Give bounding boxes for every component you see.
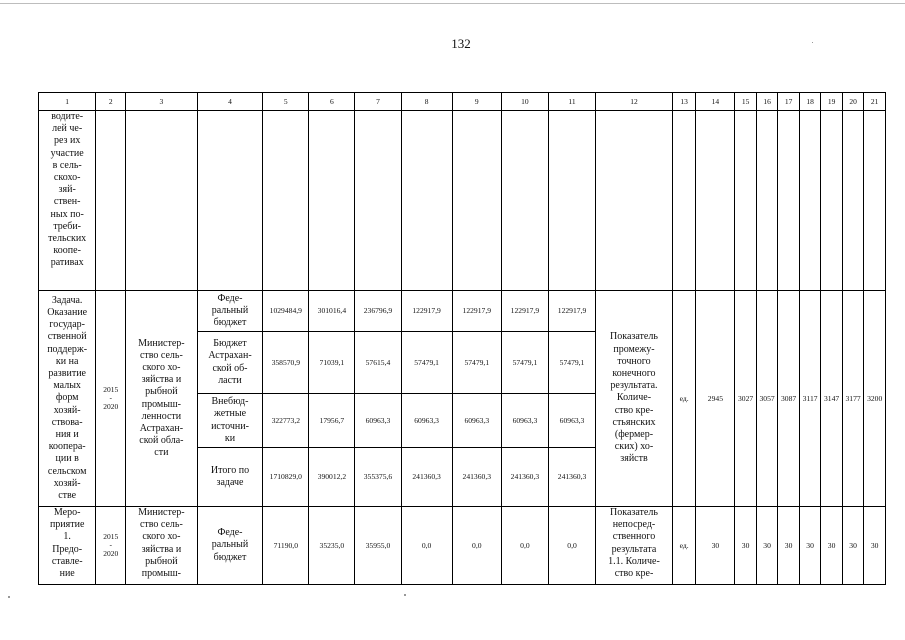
amount-cell: 1029484,9	[263, 291, 309, 332]
amount-cell: 60963,3	[501, 394, 548, 448]
amount-cell: 57479,1	[501, 332, 548, 394]
amount-cell: 122917,9	[548, 291, 595, 332]
amount-cell: 390012,2	[309, 448, 355, 507]
amount-cell: 60963,3	[401, 394, 452, 448]
continuation-row	[39, 111, 886, 291]
funding-source: Итого по задаче	[197, 448, 263, 507]
column-header: 8	[401, 93, 452, 111]
amount-cell: 60963,3	[452, 394, 501, 448]
indicator-value: 30	[696, 507, 735, 585]
column-header: 5	[263, 93, 309, 111]
task-executor: Министер- ство сель- ского хо- зяйства и рыбной промыш- ленности Астрахан- ской обла- сти	[126, 291, 198, 507]
column-header: 14	[696, 93, 735, 111]
scan-speck	[8, 596, 10, 598]
column-header: 16	[756, 93, 778, 111]
measure-executor: Министер- ство сель- ского хо- зяйства и рыбной промыш-	[126, 507, 198, 585]
amount-cell: 57479,1	[548, 332, 595, 394]
column-header: 10	[501, 93, 548, 111]
amount-cell: 358570,9	[263, 332, 309, 394]
funding-source: Феде- ральный бюджет	[197, 507, 263, 585]
continuation-description: водите- лей че- рез их участие в сель- скохо- зяй- ствен- ных по- треби- тельских коопе- ративах	[39, 111, 96, 291]
task-row-federal	[39, 291, 886, 332]
amount-cell: 0,0	[452, 507, 501, 585]
indicator-value: 30	[799, 507, 821, 585]
amount-cell: 17956,7	[309, 394, 355, 448]
scan-top-edge	[0, 3, 905, 4]
amount-cell: 60963,3	[548, 394, 595, 448]
column-header: 1	[39, 93, 96, 111]
column-header: 2	[96, 93, 126, 111]
scan-speck	[812, 42, 813, 43]
amount-cell: 241360,3	[548, 448, 595, 507]
column-header: 21	[864, 93, 886, 111]
indicator-value: 3147	[821, 291, 843, 507]
amount-cell: 301016,4	[309, 291, 355, 332]
column-header: 12	[596, 93, 673, 111]
column-header: 13	[672, 93, 696, 111]
indicator-value: 2945	[696, 291, 735, 507]
indicator-value: 3087	[778, 291, 800, 507]
task-description: Задача. Оказание государ- ственной поддерж- ки на развитие малых форм хозяй- ствова- ния и коопера- ции в сельском хозяй- стве	[39, 291, 96, 507]
scan-speck	[404, 594, 406, 596]
amount-cell: 236796,9	[355, 291, 401, 332]
amount-cell: 57615,4	[355, 332, 401, 394]
amount-cell: 71190,0	[263, 507, 309, 585]
measure-row	[39, 507, 886, 585]
amount-cell: 122917,9	[401, 291, 452, 332]
column-header: 3	[126, 93, 198, 111]
amount-cell: 241360,3	[452, 448, 501, 507]
amount-cell: 71039,1	[309, 332, 355, 394]
indicator-value: 30	[821, 507, 843, 585]
indicator-value: 3177	[842, 291, 864, 507]
column-header: 18	[799, 93, 821, 111]
amount-cell: 57479,1	[452, 332, 501, 394]
task-indicator: Показатель промежу- точного конечного результата. Количе- ство кре- стьянских (фермер- ских) хо- зяйств	[596, 291, 673, 507]
page-number: 132	[451, 36, 471, 51]
column-header: 20	[842, 93, 864, 111]
amount-cell: 322773,2	[263, 394, 309, 448]
amount-cell: 0,0	[501, 507, 548, 585]
task-years: 2015 - 2020	[96, 291, 126, 507]
amount-cell: 122917,9	[501, 291, 548, 332]
column-header: 15	[735, 93, 757, 111]
header-row	[39, 93, 886, 111]
amount-cell: 0,0	[401, 507, 452, 585]
program-table	[38, 92, 886, 585]
amount-cell: 60963,3	[355, 394, 401, 448]
amount-cell: 57479,1	[401, 332, 452, 394]
indicator-value: 3200	[864, 291, 886, 507]
column-header: 11	[548, 93, 595, 111]
column-header: 17	[778, 93, 800, 111]
amount-cell: 1710829,0	[263, 448, 309, 507]
task-unit: ед.	[672, 291, 696, 507]
amount-cell: 241360,3	[501, 448, 548, 507]
funding-source: Бюджет Астрахан- ской об- ласти	[197, 332, 263, 394]
funding-source: Внебюд- жетные источни- ки	[197, 394, 263, 448]
indicator-value: 3027	[735, 291, 757, 507]
indicator-value: 30	[756, 507, 778, 585]
indicator-value: 3117	[799, 291, 821, 507]
measure-years: 2015 - 2020	[96, 507, 126, 585]
amount-cell: 35235,0	[309, 507, 355, 585]
column-header: 19	[821, 93, 843, 111]
column-header: 7	[355, 93, 401, 111]
indicator-value: 30	[842, 507, 864, 585]
indicator-value: 30	[778, 507, 800, 585]
measure-indicator: Показатель непосред- ственного результата 1.1. Количе- ство кре-	[596, 507, 673, 585]
column-header: 4	[197, 93, 263, 111]
measure-unit: ед.	[672, 507, 696, 585]
column-header: 6	[309, 93, 355, 111]
indicator-value: 30	[735, 507, 757, 585]
amount-cell: 355375,6	[355, 448, 401, 507]
funding-source: Феде- ральный бюджет	[197, 291, 263, 332]
column-header: 9	[452, 93, 501, 111]
indicator-value: 30	[864, 507, 886, 585]
amount-cell: 35955,0	[355, 507, 401, 585]
measure-description: Меро- приятие 1. Предо- ставле- ние	[39, 507, 96, 585]
amount-cell: 241360,3	[401, 448, 452, 507]
indicator-value: 3057	[756, 291, 778, 507]
amount-cell: 0,0	[548, 507, 595, 585]
amount-cell: 122917,9	[452, 291, 501, 332]
